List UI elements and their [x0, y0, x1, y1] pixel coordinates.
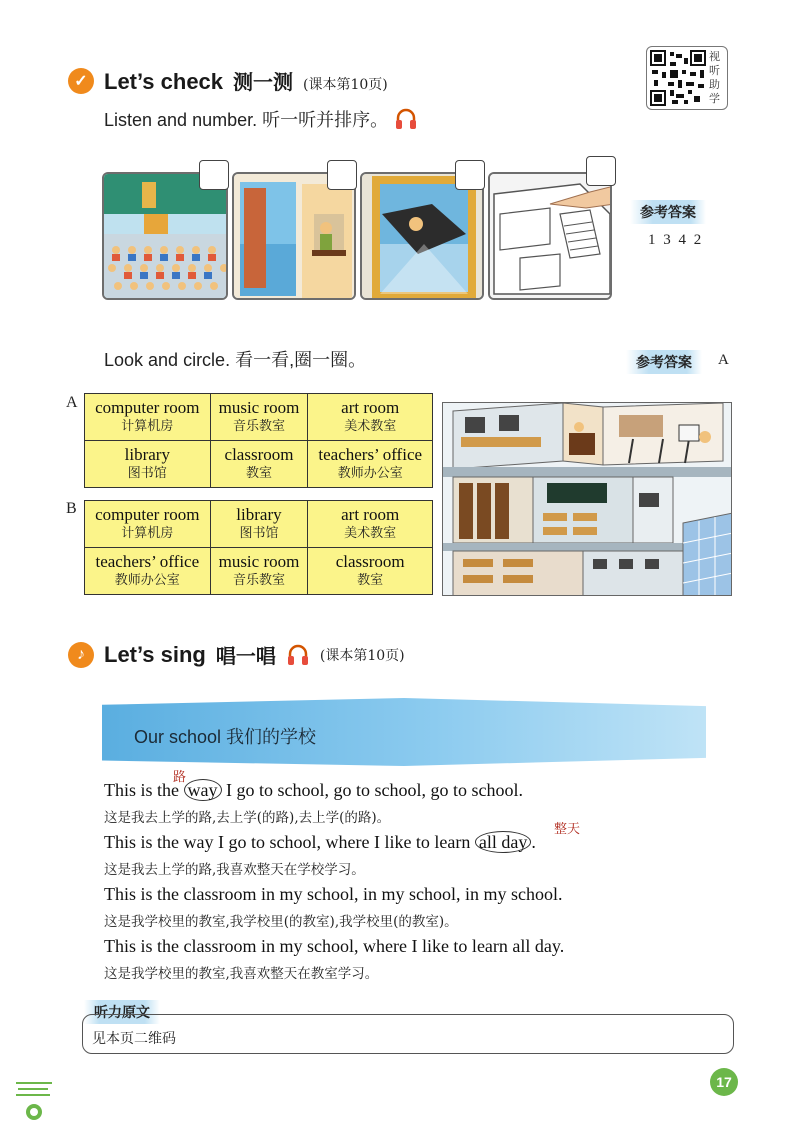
lyric-line-4: This is the classroom in my school, where I like to learn all day. — [104, 936, 565, 956]
option-a-cell: computer room 计算机房 — [85, 394, 211, 441]
sing-ref: (课本第10页) — [319, 647, 405, 664]
song-title: Our school 我们的学校 — [134, 727, 317, 747]
option-a-cell: teachers’ office 教师办公室 — [308, 441, 433, 488]
circle-answer-value: A — [718, 352, 731, 368]
option-a-cell: classroom 教室 — [210, 441, 308, 488]
picture-art-room — [360, 172, 484, 300]
option-a-table — [84, 393, 433, 488]
picture-assembly-hall — [102, 172, 228, 300]
lyric-line-3-cn: 这是我学校里的教室,我学校里(的教室),我学校里(的教室)。 — [104, 914, 458, 930]
option-a-cell: art room 美术教室 — [308, 394, 433, 441]
annotation-all-day: 整天 — [554, 822, 581, 837]
sing-title-cn: 唱一唱 — [215, 644, 276, 668]
check-header — [104, 66, 388, 95]
annotation-way: 路 — [173, 770, 187, 785]
headphones-icon[interactable] — [286, 643, 310, 667]
listen-original-label: 听力原文 — [84, 1000, 160, 1024]
option-a-cell: music room 音乐教室 — [210, 394, 308, 441]
qr-label-3: 助 — [709, 78, 720, 91]
picture-music-room — [232, 172, 356, 300]
check-answer-label: 参考答案 — [630, 200, 706, 224]
picture-school-map — [488, 172, 612, 300]
page-number: 17 — [710, 1068, 738, 1096]
option-b-table — [84, 500, 433, 595]
option-a-letter[interactable]: A — [66, 394, 78, 411]
check-ref: (课本第10页) — [303, 77, 388, 93]
option-b-cell: computer room 计算机房 — [85, 501, 211, 548]
lyric-line-4-cn: 这是我学校里的教室,我喜欢整天在教室学习。 — [104, 966, 379, 982]
number-box-2[interactable] — [327, 160, 357, 190]
check-title: Let’s check — [104, 69, 224, 94]
option-b-cell: music room 音乐教室 — [210, 548, 308, 595]
check-icon: ✓ — [68, 68, 94, 94]
circle-answer-label: 参考答案 — [626, 350, 702, 374]
qr-label-4: 学 — [709, 92, 720, 105]
lyric-line-1: This is the way I go to school, go to school, go to school. — [104, 780, 523, 800]
number-box-3[interactable] — [455, 160, 485, 190]
listen-original-box — [82, 1014, 734, 1054]
option-a-cell: library 图书馆 — [85, 441, 211, 488]
headphones-icon[interactable] — [394, 107, 418, 131]
option-b-cell: teachers’ office 教师办公室 — [85, 548, 211, 595]
sing-header — [104, 640, 405, 669]
lyric-line-2-cn: 这是我去上学的路,我喜欢整天在学校学习。 — [104, 862, 365, 878]
qr-code-icon[interactable] — [650, 50, 706, 106]
option-b-cell: classroom 教室 — [308, 548, 433, 595]
qr-panel[interactable] — [646, 46, 728, 110]
sing-title: Let’s sing — [104, 641, 206, 667]
look-circle-instruction: Look and circle. 看一看,圈一圈。 — [104, 350, 367, 370]
qr-label-1: 视 — [709, 50, 720, 63]
school-building-illustration — [442, 402, 732, 596]
lyric-line-3: This is the classroom in my school, in my school, in my school. — [104, 884, 563, 904]
listen-original-text: 见本页二维码 — [92, 1031, 176, 1047]
lyric-line-1-cn: 这是我去上学的路,去上学(的路),去上学(的路)。 — [104, 810, 391, 826]
option-b-letter[interactable]: B — [66, 500, 77, 517]
lyric-line-2: This is the way I go to school, where I like to learn all day . — [104, 832, 536, 852]
qr-label-2: 听 — [709, 64, 720, 77]
music-note-icon: ♪ — [68, 642, 94, 668]
publisher-logo — [14, 1078, 54, 1126]
listen-number-instruction: Listen and number. 听一听并排序。 — [104, 110, 389, 130]
option-b-cell: art room 美术教室 — [308, 501, 433, 548]
number-box-1[interactable] — [199, 160, 229, 190]
check-answer-value: 1 3 4 2 — [648, 232, 704, 248]
listen-number-instruction-row — [104, 106, 418, 132]
option-b-cell: library 图书馆 — [210, 501, 308, 548]
number-box-4[interactable] — [586, 156, 616, 186]
check-title-cn: 测一测 — [233, 70, 294, 94]
